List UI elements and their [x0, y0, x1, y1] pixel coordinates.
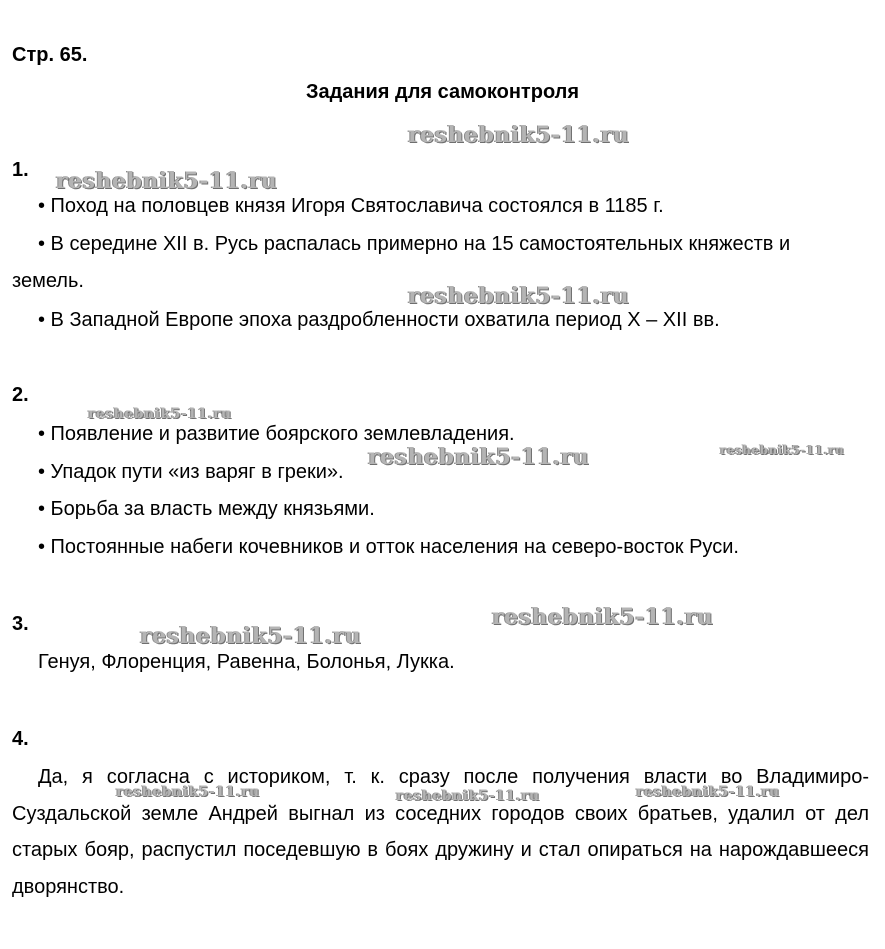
watermark: reshebnik5-11.ru: [56, 168, 278, 194]
watermark: reshebnik5-11.ru: [636, 784, 780, 800]
task-1-number: 1.: [12, 159, 29, 181]
watermark: reshebnik5-11.ru: [408, 122, 630, 148]
task-3-number: 3.: [12, 613, 29, 635]
task-4-paragraph-text: Да, я согласна с историком, т. к. сразу после получения власти во Владимиро-Суздальской земле Андрей выгнал из соседних городов своих братьев, удалил от дел старых бояр, распустил поседевшую в боях дружину и стал опираться на нарождавшееся дворянство.: [12, 766, 869, 898]
task-4-paragraph: [12, 759, 869, 905]
task-4-number: 4.: [12, 728, 29, 750]
watermark: reshebnik5-11.ru: [368, 444, 590, 470]
watermark: reshebnik5-11.ru: [492, 604, 714, 630]
task-3-line-1: Генуя, Флоренция, Равенна, Болонья, Лукка.: [38, 651, 455, 673]
task-1-line-3: земель.: [12, 270, 84, 292]
task-2-line-4: • Постоянные набеги кочевников и отток населения на северо-восток Руси.: [38, 536, 739, 558]
watermark: reshebnik5-11.ru: [88, 406, 232, 422]
page-reference: Стр. 65.: [12, 44, 88, 66]
watermark: reshebnik5-11.ru: [396, 788, 540, 804]
watermark: reshebnik5-11.ru: [116, 784, 260, 800]
task-2-line-2: • Упадок пути «из варяг в греки».: [38, 461, 344, 483]
section-title: Задания для самоконтроля: [305, 81, 580, 103]
task-2-number: 2.: [12, 384, 29, 406]
task-1-line-4: • В Западной Европе эпоха раздробленности охватила период X – XII вв.: [38, 309, 720, 331]
watermark: reshebnik5-11.ru: [720, 443, 845, 457]
task-2-line-3: • Борьба за власть между князьями.: [38, 498, 375, 520]
task-1-line-1: • Поход на половцев князя Игоря Святославича состоялся в 1185 г.: [38, 195, 664, 217]
task-1-line-2: • В середине XII в. Русь распалась примерно на 15 самостоятельных княжеств и: [38, 233, 791, 255]
task-2-line-1: • Появление и развитие боярского землевладения.: [38, 423, 515, 445]
watermark: reshebnik5-11.ru: [408, 283, 630, 309]
watermark: reshebnik5-11.ru: [140, 623, 362, 649]
